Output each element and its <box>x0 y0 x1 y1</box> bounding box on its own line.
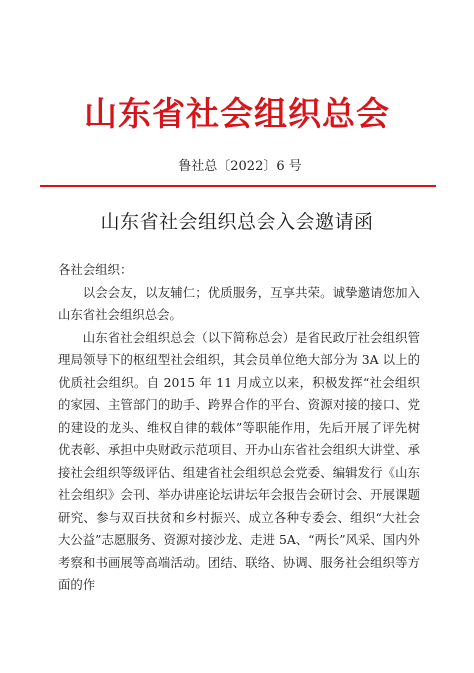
letter-paragraph-introduction: 山东省社会组织总会（以下简称总会）是省民政厅社会组织管理局领导下的枢纽型社会组织，其会员单位绝大部分为 3A 以上的优质社会组织。自 2015 年 11 月成立以来，积极发挥“社会组织的家园、主管部门的助手、跨界合作的平台、资源对接的接口、党的建设的龙头、维权自律的载体”等职能作用，先后开展了评先树优表彰、承担中央财政示范项目、开办山东省社会组织大讲堂、承接社会组织等级评估、组建省社会组织总会党委、编辑发行《山东社会组织》会刊、举办讲座论坛讲坛年会报告会研讨会、开展课题研究、参与双百扶贫和乡村振兴、成立各种专委会、组织“大社会 大公益”志愿服务、资源对接沙龙、走进 5A、“两长”风采、国内外考察和书画展等高端活动。团结、联络、协调、服务社会组织等方面的作 <box>58 329 420 592</box>
letter-paragraph-invitation: 以会会友，以友辅仁；优质服务，互享共荣。诚挚邀请您加入山东省社会组织总会。 <box>58 284 420 322</box>
letterhead-red-divider <box>40 185 436 187</box>
letter-title: 山东省社会组织总会入会邀请函 <box>100 211 374 233</box>
document-number: 鲁社总〔2022〕6 号 <box>178 159 302 174</box>
letterhead-organization-name: 山东省社会组织总会 <box>84 94 390 133</box>
letter-salutation: 各社会组织： <box>58 262 133 277</box>
letter-body <box>58 259 420 597</box>
